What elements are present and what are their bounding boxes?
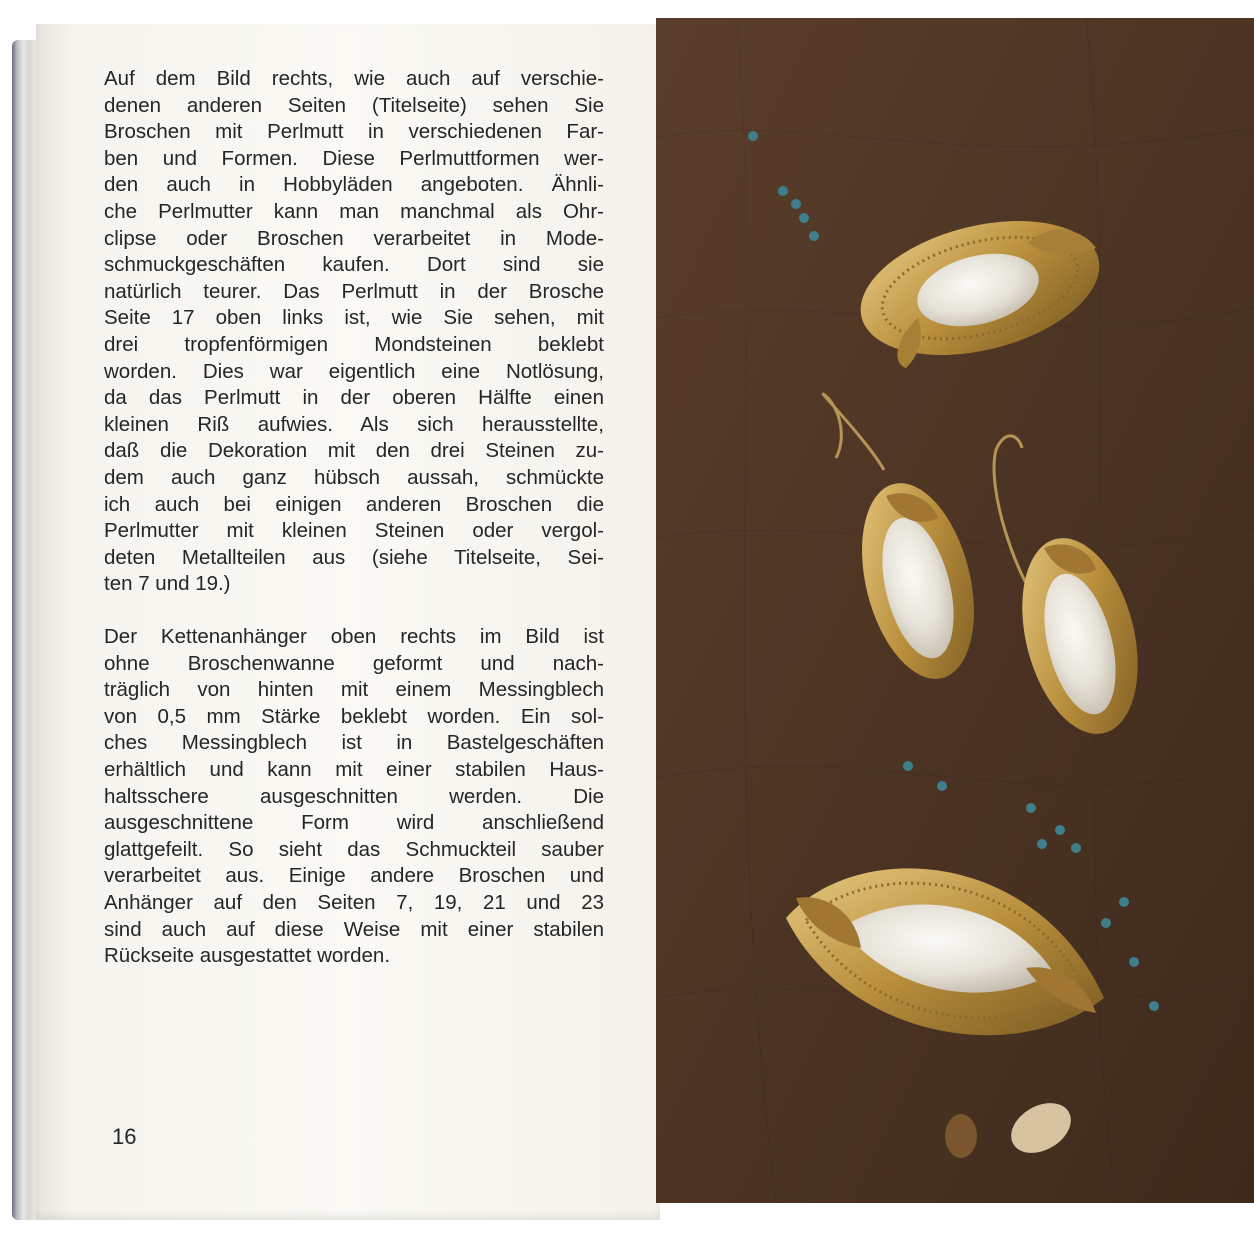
text-line: von 0,5 mm Stärke beklebt worden. Ein sol- <box>104 704 604 728</box>
text-line: haltsschere ausgeschnitten werden. Die <box>104 784 604 808</box>
text-line: natürlich teurer. Das Perlmutt in der Brosche <box>104 279 604 303</box>
text-line: sind auch auf diese Weise mit einer stabilen <box>104 917 604 941</box>
text-line: Anhänger auf den Seiten 7, 19, 21 und 23 <box>104 890 604 914</box>
text-line: denen anderen Seiten (Titelseite) sehen Sie <box>104 93 604 117</box>
text-line: glattgefeilt. So sieht das Schmuckteil sauber <box>104 837 604 861</box>
text-line: ten 7 und 19.) <box>104 572 231 596</box>
text-line: worden. Dies war eigentlich eine Notlösung, <box>104 359 604 383</box>
text-line: da das Perlmutt in der oberen Hälfte einen <box>104 386 604 410</box>
jewelry-photo <box>656 18 1254 1203</box>
text-line: ben und Formen. Diese Perlmuttformen wer- <box>104 146 604 170</box>
text-line: drei tropfenförmigen Mondsteinen beklebt <box>104 332 604 356</box>
text-line: daß die Dekoration mit den drei Steinen zu- <box>104 439 604 463</box>
text-line: ohne Broschenwanne geformt und nach- <box>104 651 604 675</box>
text-line: Perlmutter mit kleinen Steinen oder vergol- <box>104 519 604 543</box>
text-line: deten Metallteilen aus (siehe Titelseite, Sei- <box>104 545 604 569</box>
text-line: den auch in Hobbyläden angeboten. Ähnli- <box>104 173 604 197</box>
text-line: dem auch ganz hübsch aussah, schmückte <box>104 465 604 489</box>
text-line: kleinen Riß aufwies. Als sich herausstellte, <box>104 412 604 436</box>
text-line: schmuckgeschäften kaufen. Dort sind sie <box>104 253 604 277</box>
text-line: verarbeitet aus. Einige andere Broschen und <box>104 864 604 888</box>
page-number: 16 <box>112 1124 137 1149</box>
text-line: clipse oder Broschen verarbeitet in Mode- <box>104 226 604 250</box>
text-line: Auf dem Bild rechts, wie auch auf verschie- <box>104 67 604 90</box>
paragraph-2 <box>104 624 604 970</box>
text-line: Der Kettenanhänger oben rechts im Bild ist <box>104 625 604 648</box>
text-line: erhältlich und kann mit einer stabilen Haus- <box>104 757 604 781</box>
text-line: Broschen mit Perlmutt in verschiedenen Far- <box>104 120 604 144</box>
text-line: ich auch bei einigen anderen Broschen die <box>104 492 604 516</box>
text-line: ches Messingblech ist in Bastelgeschäften <box>104 731 604 755</box>
text-line: che Perlmutter kann man manchmal als Ohr- <box>104 199 604 223</box>
text-line: träglich von hinten mit einem Messingblech <box>104 678 604 702</box>
paragraph-1 <box>104 66 604 598</box>
text-line: Seite 17 oben links ist, wie Sie sehen, mit <box>104 306 604 330</box>
text-line: ausgeschnittene Form wird anschließend <box>104 811 604 835</box>
text-line: Rückseite ausgestattet worden. <box>104 944 391 968</box>
